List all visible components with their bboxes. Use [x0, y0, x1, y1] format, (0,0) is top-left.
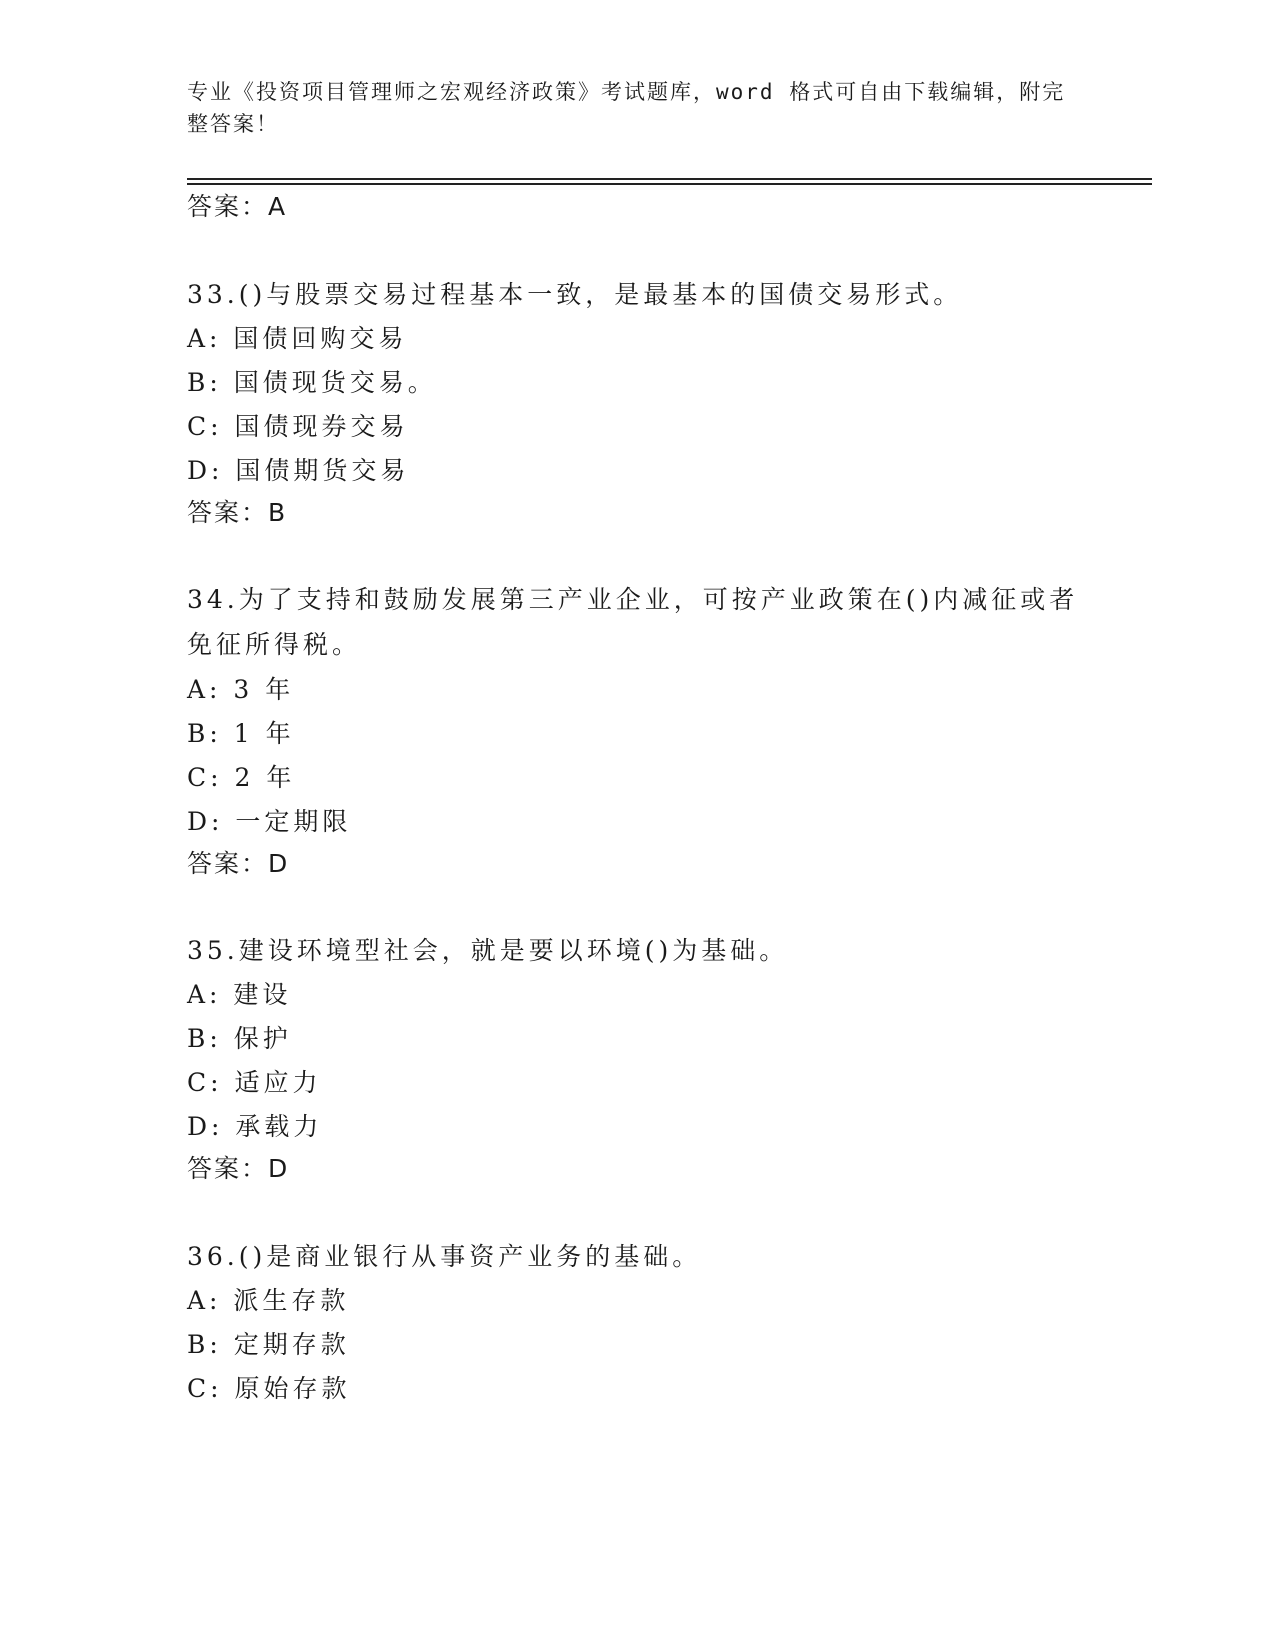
question-stem: 34.为了支持和鼓励发展第三产业企业，可按产业政策在()内减征或者免征所得税。	[187, 585, 1079, 659]
option-c: C: 国债现券交易	[187, 412, 409, 441]
option-d: D: 承载力	[187, 1112, 323, 1141]
question-stem: 36.()是商业银行从事资产业务的基础。	[187, 1242, 702, 1271]
header-divider-bottom	[187, 183, 1152, 185]
option-a: A: 派生存款	[187, 1286, 350, 1315]
option-b: B: 定期存款	[187, 1330, 350, 1359]
option-a: A: 建设	[187, 980, 292, 1009]
question-stem: 33.()与股票交易过程基本一致，是最基本的国债交易形式。	[187, 280, 963, 309]
answer-label: 答案：B	[187, 498, 288, 527]
option-c: C: 原始存款	[187, 1374, 351, 1403]
question-stem: 35.建设环境型社会，就是要以环境()为基础。	[187, 936, 789, 965]
option-b: B: 保护	[187, 1024, 292, 1053]
answer-label: 答案：D	[187, 849, 290, 878]
option-a: A: 国债回购交易	[187, 324, 408, 353]
option-c: C: 2 年	[187, 763, 296, 792]
document-header-intro: 专业《投资项目管理师之宏观经济政策》考试题库，word 格式可自由下载编辑，附完整答案！	[187, 80, 1066, 136]
option-d: D: 一定期限	[187, 807, 352, 836]
option-c: C: 适应力	[187, 1068, 322, 1097]
answer-label: 答案：A	[187, 192, 288, 221]
option-a: A: 3 年	[187, 675, 295, 704]
answer-label: 答案：D	[187, 1154, 290, 1183]
option-b: B: 国债现货交易。	[187, 368, 437, 397]
option-d: D: 国债期货交易	[187, 456, 410, 485]
option-b: B: 1 年	[187, 719, 295, 748]
header-divider-top	[187, 178, 1152, 180]
